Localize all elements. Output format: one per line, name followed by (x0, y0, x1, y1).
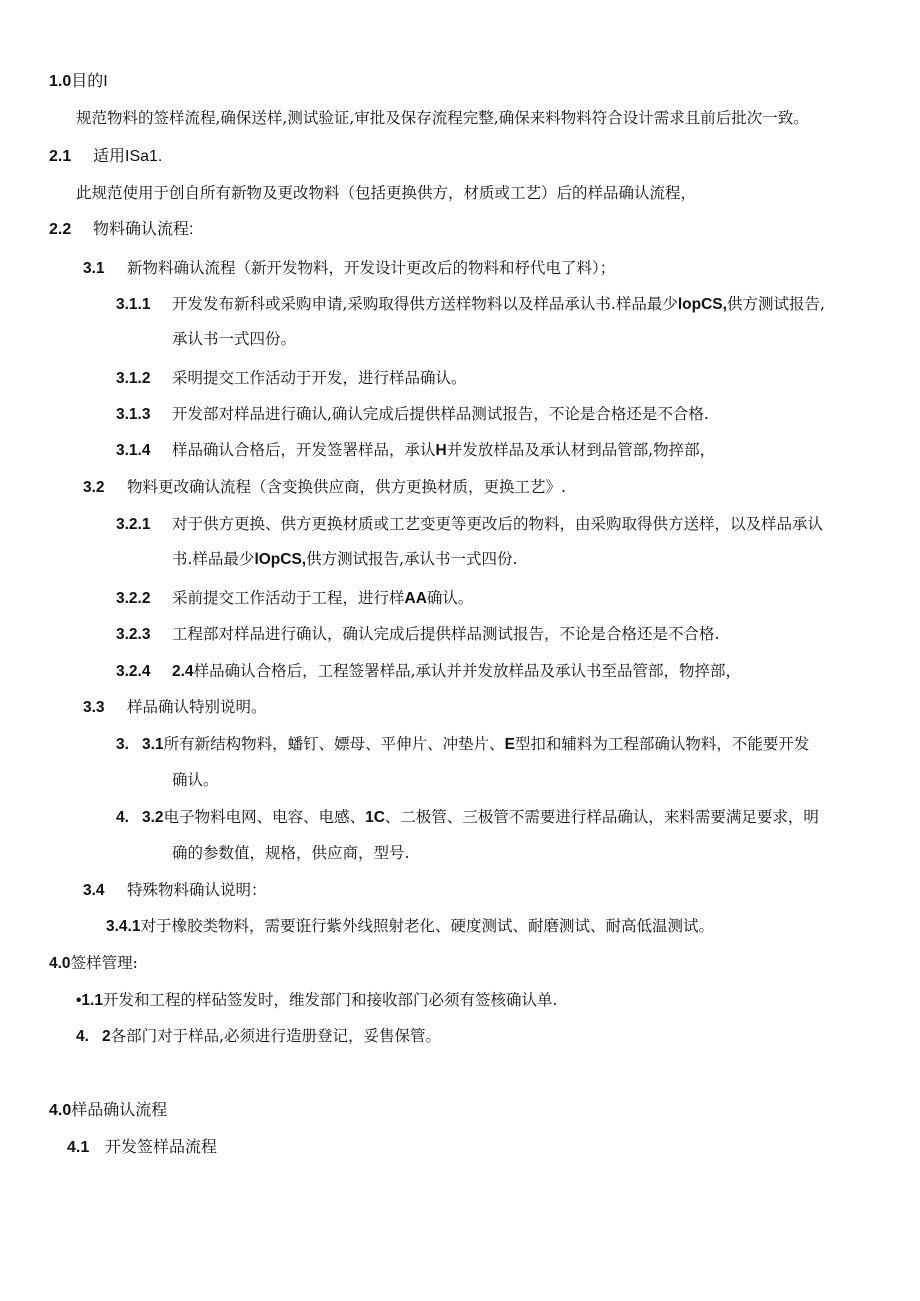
item-3-2-4 (116, 661, 741, 682)
item-bold-term: 3.2 (142, 809, 164, 826)
item-3-4-1 (106, 916, 714, 937)
item-3-1-1 (116, 294, 825, 315)
item-number: 3.4.1 (106, 918, 141, 935)
section-title: 样品确认流程 (71, 1102, 168, 1119)
item-number: 3. (116, 736, 129, 753)
section-4-0b-heading (49, 1101, 167, 1121)
item-3-1-3 (116, 404, 709, 425)
item-4-1 (76, 990, 557, 1011)
section-number: 3.1 (83, 260, 105, 277)
item-3-3-1-continuation: 确认。 (172, 771, 219, 789)
section-3-4-heading (83, 880, 267, 901)
item-text: 电子物料电网、电容、电感、 (163, 808, 366, 826)
item-bold-term: 2.4 (172, 663, 194, 680)
section-4-1-heading (67, 1138, 217, 1158)
section-title: 目的I (71, 73, 108, 90)
section-number: 3.3 (83, 699, 105, 716)
item-3-3-2-continuation: 确的参数值，规格，供应商，型号. (172, 844, 410, 862)
section-number: 3.2 (83, 479, 105, 496)
item-bold-term-2: E (504, 736, 515, 753)
section-title: 物料确认流程: (93, 221, 194, 238)
section-title: 开发签样品流程 (105, 1139, 218, 1156)
item-3-1-4 (116, 440, 715, 461)
item-3-3-1 (116, 734, 809, 755)
item-3-1-2 (116, 368, 467, 389)
section-3-2-heading (83, 477, 566, 498)
item-number: 4. (116, 809, 129, 826)
section-number: 4.1 (67, 1139, 90, 1156)
item-text-cont: 并发放样品及承认材到品管部,物捽部， (446, 441, 716, 459)
section-4-0-heading (49, 953, 138, 974)
item-3-2-1-continuation (172, 549, 517, 570)
section-number: 4.0 (49, 955, 71, 972)
item-number: 3.2.3 (116, 626, 151, 643)
section-number: 3.4 (83, 882, 105, 899)
item-number: 4. (76, 1028, 89, 1045)
section-title: 物料更改确认流程（含变换供应商，供方更换材质，更换工艺》. (127, 478, 566, 496)
item-3-2-1 (116, 514, 823, 535)
item-number: 3.2.2 (116, 590, 151, 607)
item-bold-term: 3.1 (142, 736, 164, 753)
section-title: 适用ISa1. (93, 148, 163, 165)
item-text: 书.样品最少 (172, 550, 255, 568)
section-number: 2.2 (49, 221, 72, 238)
section-2-1-heading (49, 147, 162, 167)
item-text: 对于橡胶类物料，需要诳行紫外线照射老化、硬度测试、耐磨测试、耐高低温测试。 (140, 917, 714, 935)
section-2-2-heading (49, 220, 193, 240)
item-text: 开发发布新科或采购申请,采购取得供方送样物料以及样品承认书.样品最少 (172, 295, 678, 313)
section-3-1-heading (83, 258, 615, 279)
item-bold-term: 2 (102, 1028, 111, 1045)
item-text: 各部门对于样品,必须进行造册登记，妥售保管。 (110, 1027, 442, 1045)
item-text-cont: 供方测试报告,承认书一式四份. (306, 550, 518, 568)
item-text-cont: 确认。 (426, 589, 474, 607)
section-title: 新物料确认流程（新开发物料，开发设计更改后的物料和杼代电了料）； (127, 259, 616, 277)
item-number: 3.2.1 (116, 516, 151, 533)
item-bold-term: lopCS, (677, 296, 727, 313)
section-2-1-paragraph: 此规范使用于创自所有新物及更改物料（包括更换供方，材质或工艺）后的样品确认流程， (76, 184, 697, 202)
item-bold-term-2: 1C (365, 809, 385, 826)
item-text: 样品确认合格后，工程签署样品,承认并并发放样品及承认书至品管部，物捽部， (193, 662, 741, 680)
item-number: 3.1.1 (116, 296, 151, 313)
item-bold-term: lOpCS, (254, 551, 307, 568)
section-title: 样品确认特别说明。 (127, 698, 267, 716)
section-number: 1.0 (49, 73, 72, 90)
item-text: 所有新结构物料，蟠钉、嫖母、平伸片、冲垫片、 (163, 735, 505, 753)
item-text: 对于供方更换、供方更换材质或工艺变更等更改后的物料，由采购取得供方送样，以及样品承认 (172, 515, 824, 533)
item-text: 采前提交工作活动于工程，进行样 (172, 589, 405, 607)
item-text-cont: 、二极管、三极管不需要进行样品确认，来料需要满足要求，明 (384, 808, 819, 826)
item-number: 3.1.3 (116, 406, 151, 423)
item-number: 3.1.4 (116, 442, 151, 459)
item-text: 工程部对样品进行确认，确认完成后提供样品测试报告，不论是合格还是不合格. (172, 625, 720, 643)
item-text: 样品确认合格后，开发签署样品，承认 (172, 441, 436, 459)
item-number: 3.1.2 (116, 370, 151, 387)
item-number: •1.1 (76, 992, 103, 1009)
section-title: 特殊物料确认说明： (127, 881, 267, 899)
item-text: 采明提交工作活动于开发，进行样品确认。 (172, 369, 467, 387)
item-bold-term: H (435, 442, 447, 459)
item-3-2-2 (116, 588, 473, 609)
section-title: 签样管理: (70, 954, 138, 972)
section-1-paragraph: 规范物料的签样流程,确保送样,测试验证,审批及保存流程完整,确保来料物料符合设计需求且前后批次一致。 (76, 109, 809, 127)
section-number: 4.0 (49, 1102, 72, 1119)
section-3-3-heading (83, 697, 267, 718)
item-text: 开发和工程的样砧签发时，维发部门和接收部门必须有签核确认单. (102, 991, 558, 1009)
section-1-heading (49, 72, 108, 92)
item-3-3-2 (116, 807, 819, 828)
item-text-cont: 供方测试报告, (726, 295, 825, 313)
item-text-cont: 型扣和辅料为工程部确认物料，不能要开发 (514, 735, 810, 753)
item-3-2-3 (116, 624, 719, 645)
item-4-2 (76, 1026, 441, 1047)
item-bold-term: AA (404, 590, 427, 607)
item-3-1-1-continuation: 承认书一式四份。 (172, 330, 297, 348)
item-number: 3.2.4 (116, 663, 151, 680)
section-number: 2.1 (49, 148, 72, 165)
item-text: 开发部对样品进行确认,确认完成后提供样品测试报告，不论是合格还是不合格. (172, 405, 709, 423)
